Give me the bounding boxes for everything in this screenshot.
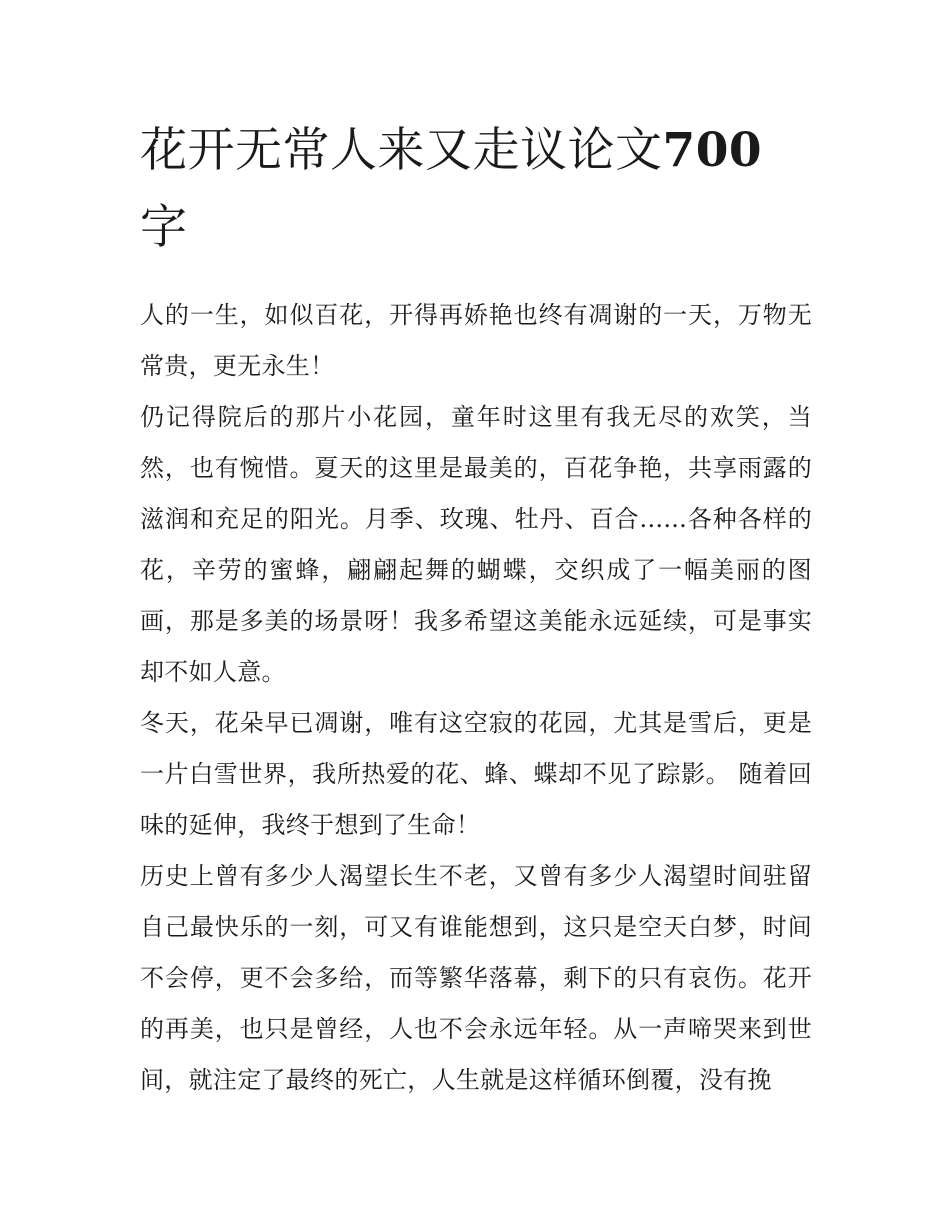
document-title xyxy=(140,112,812,266)
title-text: 花开无常人来又走议论文 xyxy=(140,123,663,178)
paragraph-2: 仍记得院后的那片小花园，童年时这里有我无尽的欢笑，当然，也有惋惜。夏天的这里是最美的，百花争艳，共享雨露的滋润和充足的阳光。月季、玫瑰、牡丹、百合......各种各样的花，辛劳的蜜蜂，翩翩起舞的蝴蝶，交织成了一幅美丽的图画，那是多美的场景呀！我多希望这美能永远延续，可是事实却不如人意。 xyxy=(140,403,812,686)
paragraph-4: 历史上曾有多少人渴望长生不老，又曾有多少人渴望时间驻留自己最快乐的一刻，可又有谁能想到，这只是空天白梦，时间不会停，更不会多给，而等繁华落幕，剩下的只有哀伤。花开的再美，也只是曾经，人也不会永远年轻。从一声啼哭来到世间，就注定了最终的死亡，人生就是这样循环倒覆，没有挽 xyxy=(140,862,812,1094)
document-body xyxy=(140,290,812,1106)
title-suffix: 字 xyxy=(140,200,188,255)
paragraph-3: 冬天，花朵早已凋谢，唯有这空寂的花园，尤其是雪后，更是一片白雪世界，我所热爱的花、蜂、蝶却不见了踪影。 随着回味的延伸，我终于想到了生命！ xyxy=(140,709,812,839)
document-page xyxy=(140,112,812,1106)
title-number: 700 xyxy=(662,123,763,178)
paragraph-1: 人的一生，如似百花，开得再娇艳也终有凋谢的一天，万物无常贵，更无永生！ xyxy=(140,301,812,380)
